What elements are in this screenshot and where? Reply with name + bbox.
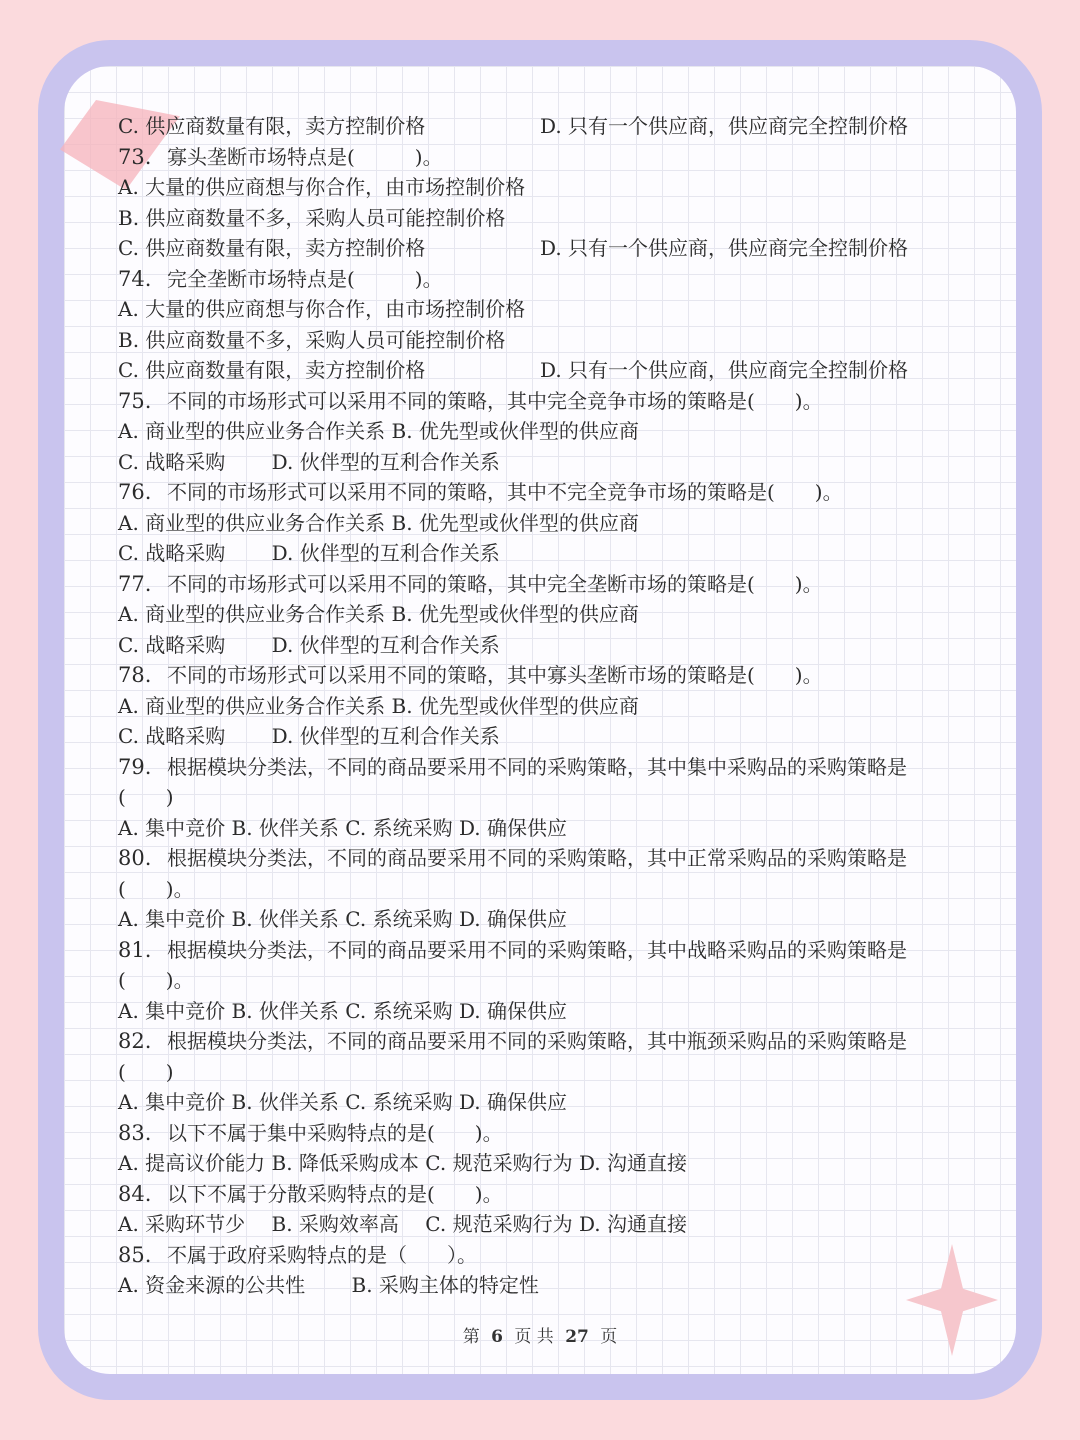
option-text: C. 战略采购 D. 伙伴型的互利合作关系 [118, 541, 500, 565]
question-line [118, 843, 978, 874]
option-text: C. 战略采购 D. 伙伴型的互利合作关系 [118, 724, 500, 748]
question-number: 83. [118, 1120, 152, 1145]
question-number: 81. [118, 937, 152, 962]
option-text: D. 只有一个供应商，供应商完全控制价格 [540, 114, 909, 138]
question-text: 以下不属于集中采购特点的是( )。 [167, 1120, 503, 1145]
option-text: A. 大量的供应商想与你合作，由市场控制价格 [118, 175, 526, 199]
option-line [118, 203, 978, 234]
question-number: 84. [118, 1181, 152, 1206]
question-text: 寡头垄断市场特点是( )。 [167, 144, 443, 169]
question-number: 80. [118, 846, 152, 870]
option-line [118, 1087, 978, 1118]
question-text: 不同的市场形式可以采用不同的策略，其中完全垄断市场的策略是( )。 [167, 571, 823, 596]
footer-mid: 页 共 [514, 1327, 554, 1347]
option-text: C. 供应商数量有限，卖方控制价格 [118, 358, 426, 382]
option-line [118, 325, 978, 356]
question-text: 不属于政府采购特点的是（ ）。 [167, 1242, 477, 1267]
question-text: 根据模块分类法，不同的商品要采用不同的采购策略，其中战略采购品的采购策略是 [167, 937, 907, 962]
option-line [118, 599, 978, 630]
option-line [118, 416, 978, 447]
option-line [118, 508, 978, 539]
option-text: A. 集中竞价 B. 伙伴关系 C. 系统采购 D. 确保供应 [118, 998, 567, 1023]
option-text: A. 资金来源的公共性 B. 采购主体的特定性 [118, 1273, 539, 1297]
question-line [118, 935, 978, 966]
option-line [118, 996, 978, 1027]
option-text: A. 商业型的供应业务合作关系 B. 优先型或伙伴型的供应商 [118, 419, 639, 443]
question-line [118, 1179, 978, 1210]
question-line [118, 1026, 978, 1057]
question-line [118, 477, 978, 508]
question-line [118, 569, 978, 600]
footer-suffix: 页 [600, 1327, 618, 1347]
option-line [118, 233, 978, 264]
question-text: 不同的市场形式可以采用不同的策略，其中完全竞争市场的策略是( )。 [167, 388, 823, 413]
question-number: 79. [118, 754, 152, 779]
option-text: B. 供应商数量不多，采购人员可能控制价格 [118, 327, 506, 352]
option-line [118, 782, 978, 813]
option-line [118, 1057, 978, 1088]
option-text: A. 集中竞价 B. 伙伴关系 C. 系统采购 D. 确保供应 [118, 1090, 567, 1114]
option-line [118, 111, 978, 142]
option-text: D. 只有一个供应商，供应商完全控制价格 [540, 358, 909, 382]
option-line [118, 447, 978, 478]
question-line [118, 142, 978, 173]
question-text: 根据模块分类法，不同的商品要采用不同的采购策略，其中瓶颈采购品的采购策略是 [167, 1029, 907, 1053]
question-text: 不同的市场形式可以采用不同的策略，其中寡头垄断市场的策略是( )。 [167, 663, 823, 687]
question-number: 74. [118, 266, 152, 291]
option-text: A. 大量的供应商想与你合作，由市场控制价格 [118, 297, 526, 321]
option-text: A. 商业型的供应业务合作关系 B. 优先型或伙伴型的供应商 [118, 510, 639, 535]
option-text: C. 供应商数量有限，卖方控制价格 [118, 236, 426, 260]
option-line [118, 538, 978, 569]
question-text: 不同的市场形式可以采用不同的策略，其中不完全竞争市场的策略是( )。 [167, 480, 843, 504]
option-line [118, 721, 978, 752]
option-line [118, 294, 978, 325]
question-number: 73. [118, 144, 152, 169]
current-page-number: 6 [491, 1327, 503, 1347]
question-line [118, 1118, 978, 1149]
option-text: A. 提高议价能力 B. 降低采购成本 C. 规范采购行为 D. 沟通直接 [118, 1151, 687, 1175]
option-line [118, 904, 978, 935]
question-number: 76. [118, 480, 152, 504]
option-text: ( )。 [118, 968, 194, 992]
option-text: A. 商业型的供应业务合作关系 B. 优先型或伙伴型的供应商 [118, 602, 639, 626]
option-line [118, 630, 978, 661]
option-text: B. 供应商数量不多，采购人员可能控制价格 [118, 205, 506, 230]
total-pages-number: 27 [565, 1327, 589, 1347]
question-list [118, 111, 978, 1301]
question-line [118, 264, 978, 295]
question-text: 根据模块分类法，不同的商品要采用不同的采购策略，其中集中采购品的采购策略是 [167, 754, 907, 779]
question-line [118, 660, 978, 691]
question-text: 根据模块分类法，不同的商品要采用不同的采购策略，其中正常采购品的采购策略是 [167, 846, 907, 870]
option-text: ( ) [118, 1059, 174, 1084]
question-number: 77. [118, 571, 152, 596]
footer-prefix: 第 [462, 1327, 480, 1347]
option-line [118, 172, 978, 203]
option-line [118, 691, 978, 722]
option-text: C. 战略采购 D. 伙伴型的互利合作关系 [118, 449, 500, 474]
option-line [118, 965, 978, 996]
option-line [118, 355, 978, 386]
option-text: A. 采购环节少 B. 采购效率高 C. 规范采购行为 D. 沟通直接 [118, 1212, 687, 1236]
question-text: 完全垄断市场特点是( )。 [167, 266, 443, 291]
option-line [118, 1209, 978, 1240]
option-text: C. 战略采购 D. 伙伴型的互利合作关系 [118, 632, 500, 657]
option-text: A. 商业型的供应业务合作关系 B. 优先型或伙伴型的供应商 [118, 693, 639, 718]
question-line [118, 752, 978, 783]
question-text: 以下不属于分散采购特点的是( )。 [167, 1181, 503, 1206]
question-line [118, 1240, 978, 1271]
option-text: A. 集中竞价 B. 伙伴关系 C. 系统采购 D. 确保供应 [118, 815, 567, 840]
question-line [118, 386, 978, 417]
question-number: 82. [118, 1029, 152, 1053]
option-line [118, 1148, 978, 1179]
option-text: A. 集中竞价 B. 伙伴关系 C. 系统采购 D. 确保供应 [118, 907, 567, 931]
question-number: 75. [118, 388, 152, 413]
question-number: 85. [118, 1242, 152, 1267]
option-text: ( )。 [118, 876, 194, 901]
option-line [118, 874, 978, 905]
option-text: D. 只有一个供应商，供应商完全控制价格 [540, 236, 909, 260]
option-line [118, 813, 978, 844]
question-number: 78. [118, 663, 152, 687]
option-line [118, 1270, 978, 1301]
option-text: ( ) [118, 785, 174, 809]
page-footer [0, 1322, 1080, 1347]
option-text: C. 供应商数量有限，卖方控制价格 [118, 114, 426, 138]
